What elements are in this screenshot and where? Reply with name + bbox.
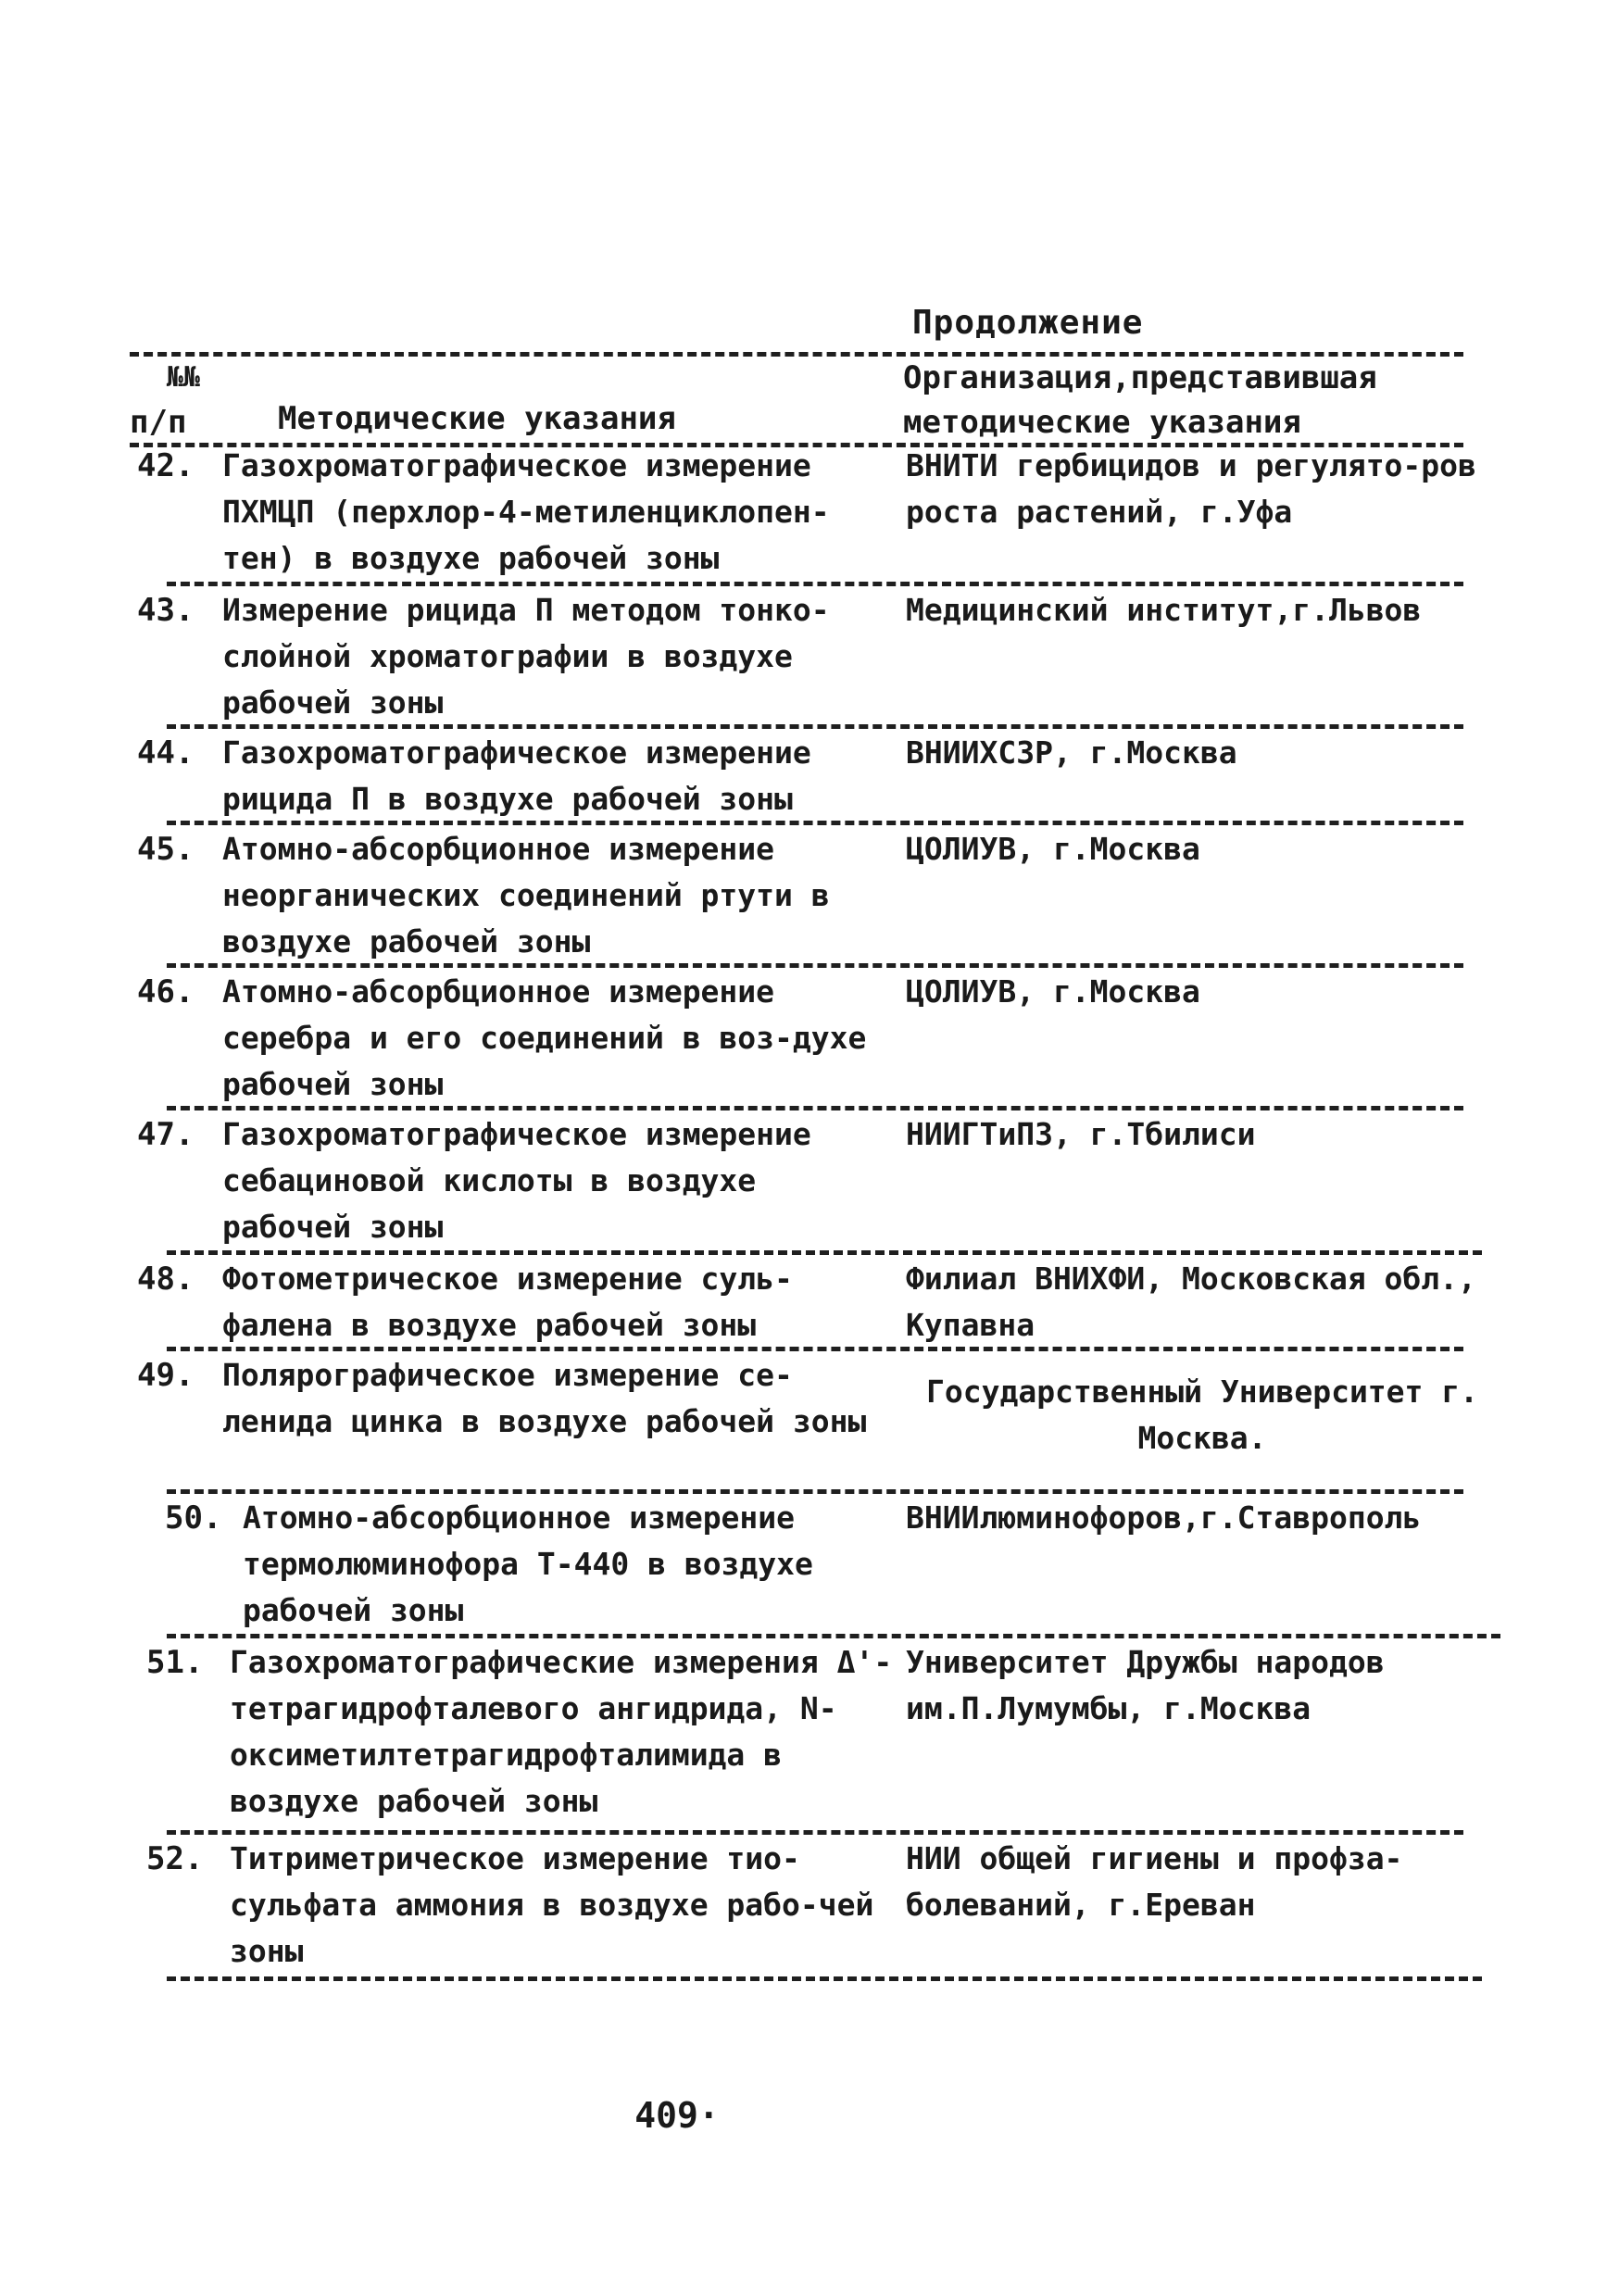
row-number: 44. xyxy=(137,734,195,772)
row-divider xyxy=(167,821,1463,825)
row-divider xyxy=(167,724,1463,729)
row-method: Газохроматографические измерения Δ'-тетрагидрофталевого ангидрида, N-оксиметилтетрагидрофталимида в воздухе рабочей зоны xyxy=(230,1644,893,1819)
row-number: 51. xyxy=(146,1644,204,1681)
row-organization: ВНИИХСЗР, г.Москва xyxy=(906,734,1237,771)
continuation-label: Продолжение xyxy=(912,304,1144,342)
row-method: Газохроматографическое измерение себациновой кислоты в воздухе рабочей зоны xyxy=(222,1116,811,1245)
row-divider xyxy=(167,1347,1463,1351)
row-method: Газохроматографическое измерение рицида П в воздухе рабочей зоны xyxy=(222,734,811,817)
row-method: Газохроматографическое измерение ПХМЦП (перхлор-4-метиленциклопен-тен) в воздухе рабочей зоны xyxy=(222,447,830,576)
column-header-method: Методические указания xyxy=(278,400,676,437)
row-organization: Медицинский институт,г.Львов xyxy=(906,592,1422,628)
number-label: п/п xyxy=(130,404,187,441)
number-symbol: №№ xyxy=(167,361,201,394)
column-header-organization: Организация,представившая методические указания xyxy=(903,359,1377,441)
row-organization: ВНИТИ гербицидов и регулято-ров роста растений, г.Уфа xyxy=(906,447,1476,530)
row-organization: Государственный Университет г. Москва. xyxy=(925,1374,1479,1456)
row-organization: ЦОЛИУВ, г.Москва xyxy=(906,973,1200,1010)
column-header-number xyxy=(130,356,241,445)
row-organization: ВНИИлюминофоров,г.Ставрополь xyxy=(906,1499,1422,1536)
row-divider xyxy=(167,963,1463,968)
row-organization: НИИ общей гигиены и профза-болеваний, г.Ереван xyxy=(906,1840,1403,1923)
row-number: 42. xyxy=(137,447,195,484)
row-organization: ЦОЛИУВ, г.Москва xyxy=(906,831,1200,867)
row-method: Атомно-абсорбционное измерение термолюминофора Т-440 в воздухе рабочей зоны xyxy=(243,1499,813,1628)
row-method: Титриметрическое измерение тио-сульфата аммония в воздухе рабо-чей зоны xyxy=(230,1840,874,1969)
row-number: 43. xyxy=(137,592,195,629)
row-divider xyxy=(167,582,1463,586)
table-bottom-rule xyxy=(167,1976,1482,1981)
row-organization: Университет Дружбы народов им.П.Лумумбы, г.Москва xyxy=(906,1644,1385,1726)
row-method: Измерение рицида П методом тонко-слойной хроматографии в воздухе рабочей зоны xyxy=(222,592,830,721)
row-method: Фотометрическое измерение суль-фалена в воздухе рабочей зоны xyxy=(222,1261,793,1343)
row-method: Атомно-абсорбционное измерение неорганических соединений ртути в воздухе рабочей зоны xyxy=(222,831,830,960)
row-method: Полярографическое измерение се-ленида цинка в воздухе рабочей зоны xyxy=(222,1357,867,1439)
row-number: 52. xyxy=(146,1840,204,1877)
row-number: 46. xyxy=(137,973,195,1010)
row-organization: НИИГТиПЗ, г.Тбилиси xyxy=(906,1116,1256,1152)
row-number: 47. xyxy=(137,1116,195,1153)
row-method: Атомно-абсорбционное измерение серебра и его соединений в воз-духе рабочей зоны xyxy=(222,973,867,1102)
row-number: 49. xyxy=(137,1357,195,1394)
row-divider xyxy=(167,1830,1463,1835)
row-divider xyxy=(167,1250,1482,1255)
page-number: 409· xyxy=(634,2095,720,2136)
row-number: 45. xyxy=(137,831,195,868)
row-divider xyxy=(167,1106,1463,1110)
row-number: 50. xyxy=(165,1499,222,1537)
row-divider xyxy=(167,1634,1500,1638)
row-number: 48. xyxy=(137,1261,195,1298)
row-organization: Филиал ВНИХФИ, Московская обл., Купавна xyxy=(906,1261,1476,1343)
row-divider xyxy=(167,1489,1463,1494)
